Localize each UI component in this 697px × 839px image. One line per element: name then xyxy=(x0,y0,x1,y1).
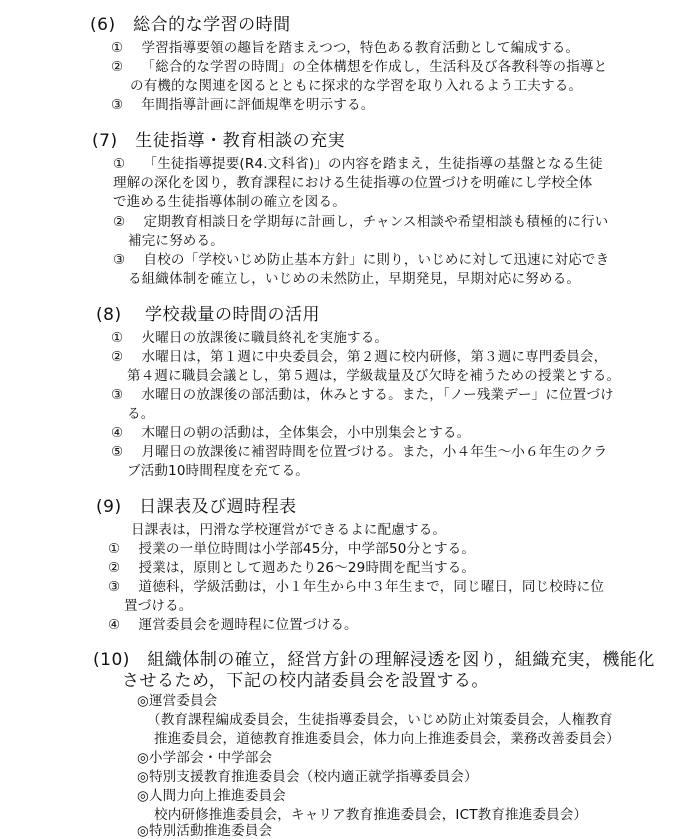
s6-item-1-line-1 xyxy=(111,36,579,56)
s6-item-2-text: 「総合的な学習の時間」の全体構想を作成し，生活科及び各教科等の指導と xyxy=(141,59,608,75)
s10-line-4: ◎小学部会・中学部会 xyxy=(137,750,273,766)
s6-item-3-number: ③ xyxy=(111,97,124,113)
s9-item-1-line-1 xyxy=(108,537,475,557)
s9-item-3-text: 道徳科，学級活動は，小１年生から中３年生まで，同じ曜日，同じ校時に位 xyxy=(138,579,605,595)
s6-item-2-line-2: の有機的な関連を図るとともに探求的な学習を取り入れるよう工夫する。 xyxy=(130,78,583,94)
s10-line-6: ◎人間力向上推進委員会 xyxy=(137,788,286,804)
s6-item-3-line-1 xyxy=(111,93,374,113)
s8-item-4-text: 木曜日の朝の活動は，全体集会，小中別集会とする。 xyxy=(141,425,471,441)
s8-item-3-line-2: る。 xyxy=(127,406,155,422)
s10-line-5: ◎特別支援教育推進委員会（校内適正就学指導委員会） xyxy=(137,769,478,785)
s8-item-5-line-1 xyxy=(111,440,607,460)
s9-item-1-text: 授業の一単位時間は小学部45分，中学部50分とする。 xyxy=(138,541,476,557)
s10-line-3: 推進委員会，道徳教育推進委員会，体力向上推進委員会，業務改善委員会） xyxy=(154,731,620,747)
section-6-title: (6) 総合的な学習の時間 xyxy=(90,15,291,35)
s10-line-1: ◎運営委員会 xyxy=(137,693,218,709)
s7-item-1-line-2: 理解の深化を図り，教育課程における生徒指導の位置づけを明確にし学校全体 xyxy=(113,175,593,191)
s7-item-3-text: 自校の「学校いじめ防止基本方針」に則り，いじめに対して迅速に対応でき xyxy=(143,252,610,268)
s8-item-5-text: 月曜日の放課後に補習時間を位置づける。また，小４年生～小６年生のクラ xyxy=(141,444,608,460)
s8-item-2-number: ② xyxy=(111,349,124,365)
s8-item-4-line-1 xyxy=(111,421,470,441)
s8-item-5-number: ⑤ xyxy=(111,444,124,460)
s8-item-1-line-1 xyxy=(111,326,388,346)
s9-intro: 日課表は，円滑な学校運営ができるよに配慮する。 xyxy=(131,522,447,538)
s9-item-3-line-1 xyxy=(108,575,604,595)
s9-item-3-number: ③ xyxy=(108,579,121,595)
s6-item-2-line-1 xyxy=(111,55,607,75)
s9-item-3-line-2: 置づける。 xyxy=(124,598,193,614)
s9-item-1-number: ① xyxy=(108,541,121,557)
s8-item-2-text: 水曜日は，第１週に中央委員会，第２週に校内研修，第３週に専門委員会， xyxy=(141,349,608,365)
s7-item-1-line-1 xyxy=(113,152,603,172)
s7-item-3-line-2: る組織体制を確立し，いじめの未然防止，早期発見，早期対応に努める。 xyxy=(128,271,581,287)
s7-item-2-line-2: 補完に努める。 xyxy=(128,233,224,249)
s7-item-3-line-1 xyxy=(113,248,609,268)
s7-item-1-text: 「生徒指導提要(R4.文科省)」の内容を踏まえ，生徒指導の基盤となる生徒 xyxy=(143,156,603,172)
s6-item-2-number: ② xyxy=(111,59,124,75)
section-7-title: (7) 生徒指導・教育相談の充実 xyxy=(92,131,346,151)
section-9-title: (9) 日課表及び週時程表 xyxy=(96,497,297,517)
s6-item-1-number: ① xyxy=(111,40,124,56)
s10-line-7: 校内研修推進委員会，キャリア教育推進委員会，ICT教育推進委員会） xyxy=(154,807,588,823)
s10-line-8: ◎特別活動推進委員会 xyxy=(137,823,273,839)
s7-item-2-line-1 xyxy=(113,210,609,230)
section-10-title-line-1: (10) 組織体制の確立，経営方針の理解浸透を図り，組織充実，機能化 xyxy=(93,650,655,670)
s9-item-2-text: 授業は，原則として週あたり26～29時間を配当する。 xyxy=(138,560,476,576)
s6-item-3-text: 年間指導計画に評価規準を明示する。 xyxy=(141,97,375,113)
s8-item-2-line-2: 第４週に職員会議とし，第５週は，学級裁量及び欠時を補うための授業とする。 xyxy=(127,368,621,384)
s8-item-4-number: ④ xyxy=(111,425,124,441)
s6-item-1-text: 学習指導要領の趣旨を踏まえつつ，特色ある教育活動として編成する。 xyxy=(141,40,580,56)
s7-item-3-number: ③ xyxy=(113,252,126,268)
s9-item-4-number: ④ xyxy=(108,617,121,633)
s8-item-3-number: ③ xyxy=(111,387,124,403)
s8-item-1-number: ① xyxy=(111,330,124,346)
s9-item-4-line-1 xyxy=(108,613,358,633)
s8-item-1-text: 火曜日の放課後に職員終礼を実施する。 xyxy=(141,330,389,346)
s7-item-2-number: ② xyxy=(113,214,126,230)
s8-item-3-text: 水曜日の放課後の部活動は，休みとする。また，「ノー残業デー」に位置づけ xyxy=(141,387,614,403)
s7-item-2-text: 定期教育相談日を学期毎に計画し，チャンス相談や希望相談も積極的に行い xyxy=(143,214,609,230)
s7-item-1-number: ① xyxy=(113,156,126,172)
section-10-title-line-2: させるため，下記の校内諸委員会を設置する。 xyxy=(122,671,489,691)
s7-item-1-line-3: で進める生徒指導体制の確立を図る。 xyxy=(113,194,346,210)
s9-item-2-number: ② xyxy=(108,560,121,576)
s8-item-2-line-1 xyxy=(111,345,607,365)
section-8-title: (8) 学校裁量の時間の活用 xyxy=(96,305,320,325)
s10-line-2: （教育課程編成委員会，生徒指導委員会，いじめ防止対策委員会，人権教育 xyxy=(147,712,613,728)
s8-item-3-line-1 xyxy=(111,383,614,403)
s9-item-4-text: 運営委員会を週時程に位置づける。 xyxy=(138,617,358,633)
s8-item-5-line-2: ブ活動10時間程度を充てる。 xyxy=(127,463,309,479)
s9-item-2-line-1 xyxy=(108,556,475,576)
